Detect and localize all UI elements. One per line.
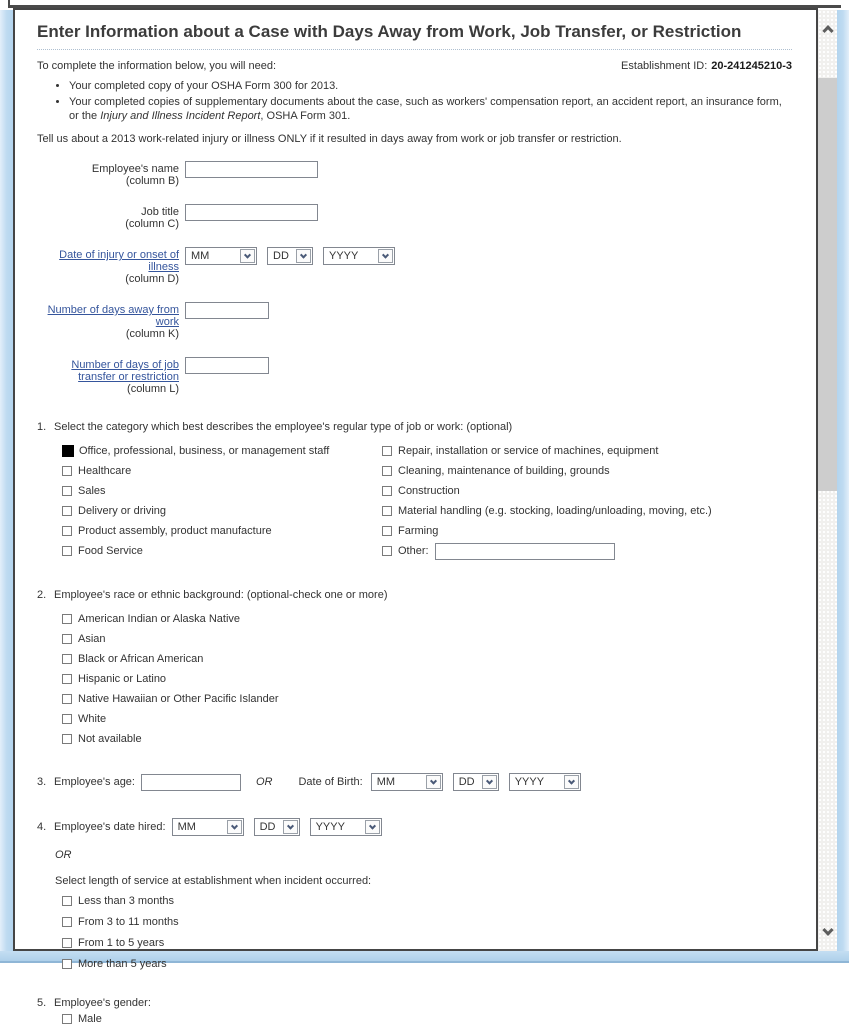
employee-name-row — [37, 161, 792, 187]
days-away-row — [37, 302, 792, 340]
q1-option-office[interactable]: Office, professional, business, or management staff — [62, 441, 382, 461]
job-title-input[interactable] — [185, 204, 318, 221]
checkbox[interactable] — [62, 634, 72, 644]
checkbox[interactable] — [62, 896, 72, 906]
question-3-number: 3. — [37, 776, 47, 788]
scroll-up-button[interactable] — [818, 18, 837, 38]
tell-us-instruction: Tell us about a 2013 work-related injury or illness ONLY if it resulted in days away from work or job transfer or restriction. — [37, 133, 622, 145]
checkbox[interactable] — [62, 506, 72, 516]
gender-label: Employee's gender: — [54, 997, 151, 1009]
question-4 — [37, 818, 792, 974]
title-divider — [37, 49, 792, 50]
column-d-note: (column D) — [125, 273, 179, 285]
chevron-down-icon — [564, 775, 579, 789]
checkbox[interactable] — [382, 486, 392, 496]
checkbox[interactable] — [382, 546, 392, 556]
question-2-number: 2. — [37, 589, 47, 601]
chevron-down-icon — [240, 249, 255, 263]
window-frame-right — [837, 10, 849, 963]
form-content-pane — [13, 8, 818, 1025]
question-1-number: 1. — [37, 421, 47, 433]
q1-option-food-service[interactable]: Food Service — [62, 541, 382, 561]
gender-option-male[interactable]: Male — [62, 1009, 792, 1029]
injury-month-select[interactable]: MM — [185, 247, 257, 265]
checkbox[interactable] — [382, 526, 392, 536]
scroll-down-icon — [822, 925, 833, 936]
page-title: Enter Information about a Case with Days Away from Work, Job Transfer, or Restriction — [37, 22, 742, 41]
checkbox[interactable] — [62, 674, 72, 684]
checkbox[interactable] — [62, 714, 72, 724]
q2-option-hawaiian[interactable]: Native Hawaiian or Other Pacific Islander — [62, 689, 792, 709]
chevron-down-icon — [283, 820, 298, 834]
requirement-item: • Your completed copy of your OSHA Form 300 for 2013. — [69, 79, 792, 93]
employee-age-label: Employee's age: — [54, 776, 135, 788]
column-l-note: (column L) — [127, 383, 179, 395]
requirement-item: • Your completed copies of supplementary documents about the case, such as workers' compensation report, an accident report, an insurance form, or the Injury and Illness Incident Report, OSHA Form 301. — [69, 95, 792, 123]
checkbox[interactable] — [62, 466, 72, 476]
italic-report-title: Injury and Illness Incident Report — [100, 110, 261, 122]
dob-month-select[interactable]: MM — [371, 773, 443, 791]
q2-option-black[interactable]: Black or African American — [62, 649, 792, 669]
scroll-down-button[interactable] — [818, 923, 837, 943]
column-b-note: (column B) — [125, 175, 179, 187]
checkbox[interactable] — [62, 959, 72, 969]
scroll-up-icon — [822, 25, 833, 36]
question-2-text: Employee's race or ethnic background: (optional-check one or more) — [54, 589, 388, 601]
q1-option-farming[interactable]: Farming — [382, 521, 792, 541]
establishment-id — [621, 60, 792, 72]
q1-option-repair[interactable]: Repair, installation or service of machines, equipment — [382, 441, 792, 461]
checkbox[interactable] — [382, 446, 392, 456]
q2-option-not-available[interactable]: Not available — [62, 729, 792, 749]
hired-year-select[interactable]: YYYY — [310, 818, 382, 836]
employee-name-input[interactable] — [185, 161, 318, 178]
days-away-input[interactable] — [185, 302, 269, 319]
checkbox[interactable] — [62, 486, 72, 496]
checkbox[interactable] — [62, 546, 72, 556]
question-5 — [37, 997, 792, 1029]
question-4-number: 4. — [37, 821, 47, 833]
establishment-id-value: 20-241245210-3 — [711, 60, 792, 72]
q1-right-column — [382, 441, 792, 561]
q1-other-input[interactable] — [435, 543, 615, 560]
job-title-label: Job title (column C) — [37, 204, 179, 230]
checkbox[interactable] — [62, 654, 72, 664]
q1-option-product-assembly[interactable]: Product assembly, product manufacture — [62, 521, 382, 541]
q2-option-hispanic[interactable]: Hispanic or Latino — [62, 669, 792, 689]
checkbox-checked[interactable] — [62, 445, 74, 457]
service-option-3-11-months[interactable]: From 3 to 11 months — [62, 911, 792, 932]
service-option-1-5-years[interactable]: From 1 to 5 years — [62, 932, 792, 953]
job-transfer-days-row — [37, 357, 792, 395]
q1-option-healthcare[interactable]: Healthcare — [62, 461, 382, 481]
checkbox[interactable] — [62, 614, 72, 624]
length-of-service-label: Select length of service at establishment when incident occurred: — [55, 875, 372, 887]
employee-name-label: Employee's name (column B) — [37, 161, 179, 187]
q5-options — [62, 1009, 792, 1029]
q1-option-cleaning[interactable]: Cleaning, maintenance of building, grounds — [382, 461, 792, 481]
question-1-text: Select the category which best describes the employee's regular type of job or work: (optional) — [54, 421, 513, 433]
job-transfer-days-input[interactable] — [185, 357, 269, 374]
job-transfer-days-link[interactable]: Number of days of job transfer or restriction — [71, 359, 179, 383]
job-title-row — [37, 204, 792, 230]
scrollbar-thumb[interactable] — [818, 78, 837, 491]
chevron-down-icon — [482, 775, 497, 789]
chevron-down-icon — [365, 820, 380, 834]
hired-day-select[interactable]: DD — [254, 818, 300, 836]
question-3 — [37, 773, 792, 791]
q1-option-sales[interactable]: Sales — [62, 481, 382, 501]
checkbox[interactable] — [382, 506, 392, 516]
checkbox[interactable] — [62, 917, 72, 927]
chevron-down-icon — [296, 249, 311, 263]
injury-date-row — [37, 247, 792, 285]
checkbox[interactable] — [62, 1014, 72, 1024]
employee-age-input[interactable] — [141, 774, 241, 791]
q1-option-delivery[interactable]: Delivery or driving — [62, 501, 382, 521]
length-of-service-options — [62, 890, 792, 974]
q1-option-other[interactable]: Other: — [382, 541, 792, 561]
checkbox[interactable] — [62, 694, 72, 704]
days-away-link[interactable]: Number of days away from work — [47, 304, 179, 328]
window-frame-left — [0, 10, 13, 963]
injury-date-link[interactable]: Date of injury or onset of illness — [59, 249, 179, 273]
chevron-down-icon — [227, 820, 242, 834]
q2-option-white[interactable]: White — [62, 709, 792, 729]
date-hired-label: Employee's date hired: — [54, 821, 166, 833]
service-option-less-3-months[interactable]: Less than 3 months — [62, 890, 792, 911]
establishment-id-label: Establishment ID: — [621, 60, 708, 72]
requirements-list — [37, 79, 792, 123]
q1-option-construction[interactable]: Construction — [382, 481, 792, 501]
dob-year-select[interactable]: YYYY — [509, 773, 581, 791]
question-5-number: 5. — [37, 997, 47, 1009]
hired-month-select[interactable]: MM — [172, 818, 244, 836]
checkbox[interactable] — [382, 466, 392, 476]
or-label: OR — [255, 776, 273, 788]
vertical-scrollbar[interactable] — [818, 10, 837, 951]
injury-day-select[interactable]: DD — [267, 247, 313, 265]
checkbox[interactable] — [62, 938, 72, 948]
question-2 — [37, 589, 792, 749]
dob-day-select[interactable]: DD — [453, 773, 499, 791]
q2-option-american-indian[interactable]: American Indian or Alaska Native — [62, 609, 792, 629]
intro-need-text: To complete the information below, you will need: — [37, 60, 277, 72]
injury-year-select[interactable]: YYYY — [323, 247, 395, 265]
date-of-birth-label: Date of Birth: — [298, 776, 363, 788]
window-top-edge — [8, 0, 841, 8]
q2-options — [62, 609, 792, 749]
question-1 — [37, 421, 792, 561]
checkbox[interactable] — [62, 734, 72, 744]
q1-left-column — [62, 441, 382, 561]
service-option-more-5-years[interactable]: More than 5 years — [62, 953, 792, 974]
checkbox[interactable] — [62, 526, 72, 536]
column-k-note: (column K) — [125, 328, 179, 340]
q2-option-asian[interactable]: Asian — [62, 629, 792, 649]
chevron-down-icon — [378, 249, 393, 263]
or-label: OR — [55, 849, 72, 861]
column-c-note: (column C) — [125, 218, 179, 230]
q1-option-material-handling[interactable]: Material handling (e.g. stocking, loading/unloading, moving, etc.) — [382, 501, 792, 521]
chevron-down-icon — [426, 775, 441, 789]
